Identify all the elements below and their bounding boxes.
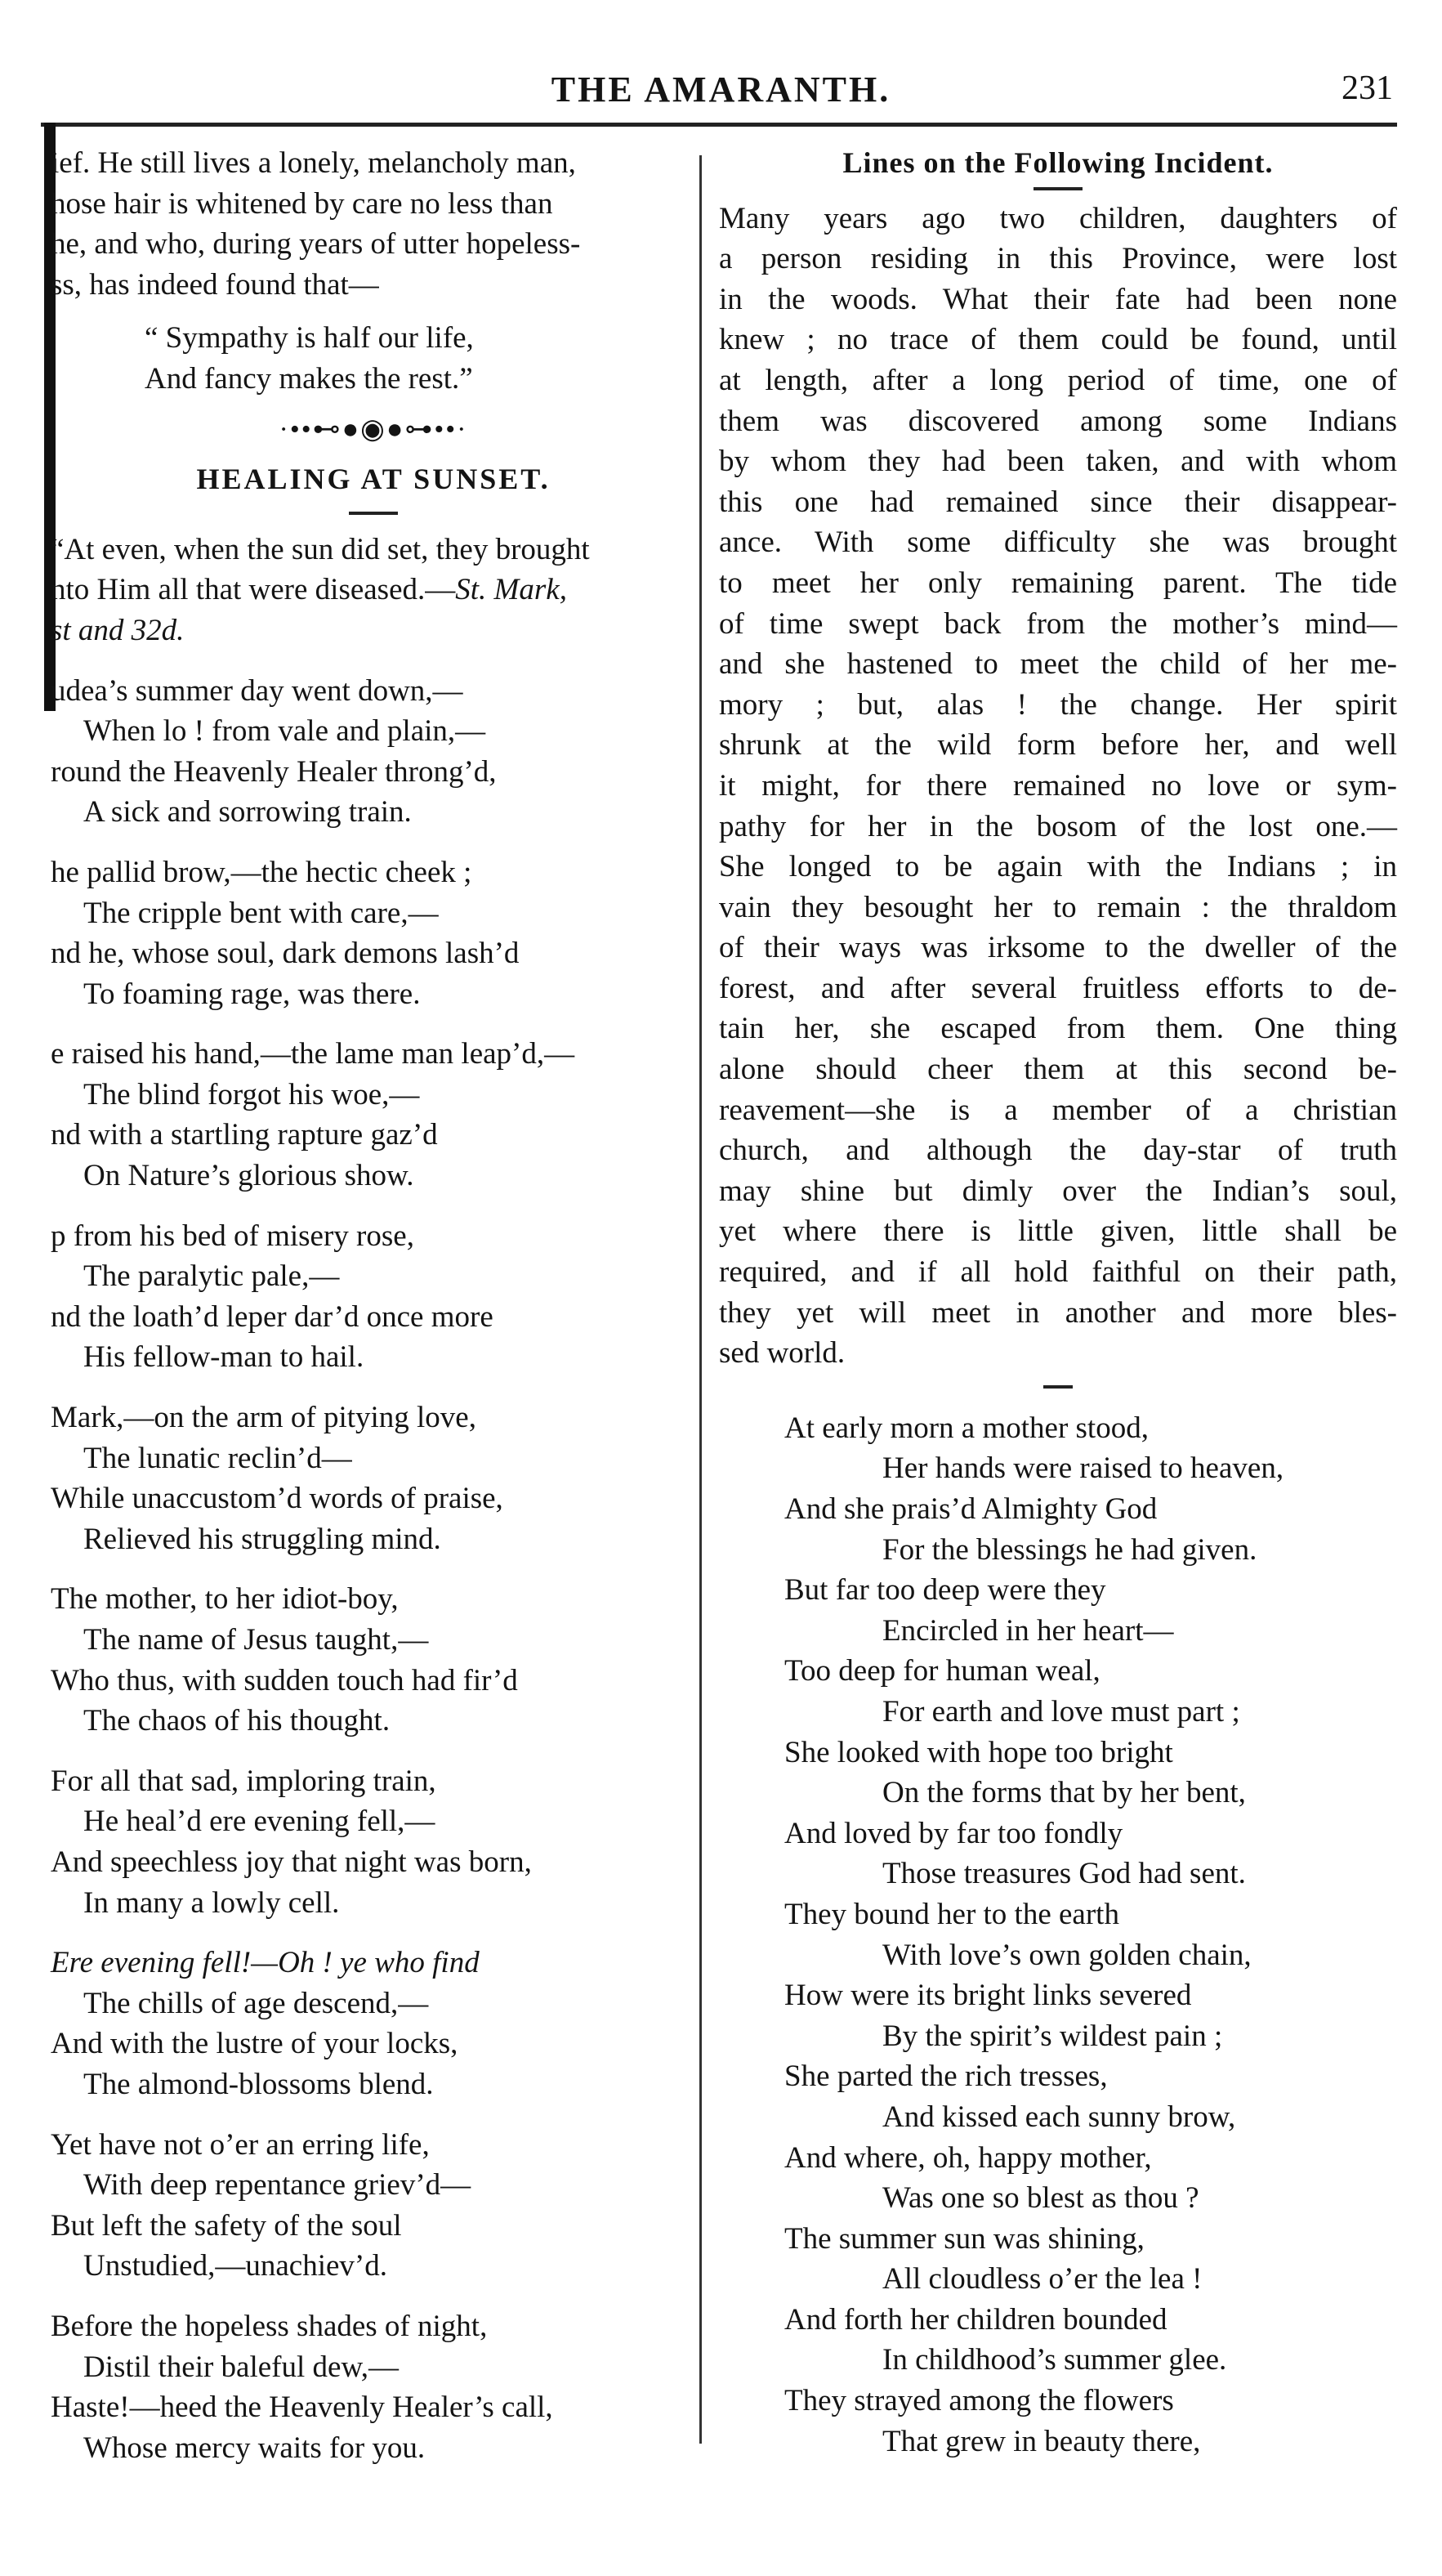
- epigraph-reference: St. Mark,: [455, 573, 567, 607]
- verse-line: Before the hopeless shades of night,: [51, 2309, 488, 2343]
- prose-line: this one had remained since their disappear-: [719, 485, 1397, 519]
- intro-line: ss, has indeed found that—: [51, 267, 379, 302]
- prose-line: them was discovered among some Indians: [719, 404, 1397, 438]
- verse-line: With deep repentance griev’d—: [83, 2168, 471, 2203]
- verse-line: Who thus, with sudden touch had fir’d: [51, 1663, 518, 1697]
- verse-line: But far too deep were they: [784, 1573, 1106, 1608]
- intro-line: hose hair is whitened by care no less than: [51, 186, 553, 221]
- epigraph-reference-end: st and 32d.: [51, 613, 185, 647]
- prose-line: pathy for her in the bosom of the lost one.—: [719, 809, 1397, 843]
- prose-line: by whom they had been taken, and with whom: [719, 445, 1397, 479]
- stanza: [51, 1216, 696, 1378]
- verse-line: The chills of age descend,—: [83, 1986, 429, 2020]
- verse-line: Yet have not o’er an erring life,: [51, 2127, 430, 2162]
- prose-line: mory ; but, alas ! the change. Her spirit: [719, 687, 1397, 722]
- verse-line: All cloudless o’er the lea !: [882, 2262, 1203, 2296]
- prose-line: a person residing in this Province, were lost: [719, 242, 1397, 276]
- verse-line: For earth and love must part ;: [882, 1694, 1240, 1729]
- verse-line: How were its bright links severed: [784, 1979, 1192, 2013]
- short-rule: [349, 512, 398, 515]
- epigraph-text: nto Him all that were diseased.—: [51, 573, 456, 607]
- prose-line: tain her, she escaped from them. One thing: [719, 1012, 1397, 1046]
- verse-line: Her hands were raised to heaven,: [882, 1451, 1284, 1486]
- verse-line: Mark,—on the arm of pitying love,: [51, 1401, 476, 1435]
- verse-line: The mother, to her idiot-boy,: [51, 1582, 399, 1617]
- verse-line: Encircled in her heart—: [882, 1613, 1174, 1648]
- prose-line: of their ways was irksome to the dweller of the: [719, 931, 1397, 965]
- verse-line: Relieved his struggling mind.: [83, 1522, 441, 1556]
- verse-line: The name of Jesus taught,—: [83, 1623, 429, 1657]
- verse-line: And loved by far too fondly: [784, 1816, 1123, 1850]
- prose-line: sed world.: [719, 1336, 846, 1371]
- prose-line: required, and if all hold faithful on their path,: [719, 1255, 1397, 1290]
- quote-line: And fancy makes the rest.”: [145, 361, 473, 396]
- page-number: 231: [1342, 69, 1393, 107]
- verse-line: While unaccustom’d words of praise,: [51, 1482, 503, 1516]
- prose-line: it might, for there remained no love or sym-: [719, 768, 1397, 803]
- verse-line: A sick and sorrowing train.: [83, 795, 412, 830]
- verse-line: And kissed each sunny brow,: [882, 2100, 1236, 2134]
- stanza: [51, 1034, 696, 1196]
- column-divider: [699, 155, 702, 2444]
- article-heading: Lines on the Following Incident.: [842, 146, 1274, 179]
- stanza: [51, 852, 696, 1014]
- verse-line: He heal’d ere evening fell,—: [83, 1805, 435, 1839]
- prose-line: knew ; no trace of them could be found, until: [719, 323, 1397, 357]
- prose-line: ance. With some difficulty she was brought: [719, 525, 1397, 560]
- verse-line: They strayed among the flowers: [784, 2384, 1174, 2418]
- prose-line: shrunk at the wild form before her, and well: [719, 728, 1397, 763]
- verse-line: nd he, whose soul, dark demons lash’d: [51, 937, 520, 971]
- verse-line: On the forms that by her bent,: [882, 1776, 1246, 1810]
- stanza: [51, 671, 696, 833]
- prose-line: She longed to be again with the Indians ; in: [719, 850, 1397, 884]
- verse-line: With love’s own golden chain,: [882, 1938, 1252, 1972]
- left-column: [51, 143, 696, 2468]
- prose-line: reavement—she is a member of a christian: [719, 1093, 1397, 1127]
- verse-line: In childhood’s summer glee.: [882, 2343, 1227, 2377]
- verse-line: And she prais’d Almighty God: [784, 1492, 1158, 1526]
- stanza: [51, 2125, 696, 2287]
- ornament-divider: ·••⊷●◉●⊶••·: [279, 414, 468, 445]
- verse-line: She looked with hope too bright: [784, 1735, 1173, 1769]
- right-column: [719, 143, 1397, 2462]
- prose-line: they yet will meet in another and more bles-: [719, 1295, 1397, 1330]
- prose-line: at length, after a long period of time, one of: [719, 363, 1397, 397]
- stanza: [51, 1579, 696, 1741]
- verse-line: And with the lustre of your locks,: [51, 2027, 458, 2061]
- prose-line: forest, and after several fruitless efforts to de-: [719, 971, 1397, 1005]
- verse-line: The chaos of his thought.: [83, 1704, 391, 1738]
- prose-line: yet where there is little given, little shall be: [719, 1214, 1397, 1249]
- stanza: [51, 1943, 696, 2104]
- verse-line: And forth her children bounded: [784, 2302, 1167, 2337]
- stanza: [51, 1398, 696, 1559]
- verse-line: On Nature’s glorious show.: [83, 1159, 414, 1193]
- verse-line: The lunatic reclin’d—: [83, 1441, 352, 1475]
- verse-line: The summer sun was shining,: [784, 2221, 1145, 2256]
- verse-line: To foaming rage, was there.: [83, 977, 421, 1011]
- stanza: [51, 1761, 696, 1923]
- prose-line: in the woods. What their fate had been none: [719, 282, 1397, 316]
- verse-line: The almond-blossoms blend.: [83, 2067, 434, 2101]
- verse-line: round the Heavenly Healer throng’d,: [51, 754, 497, 789]
- verse-line: But left the safety of the soul: [51, 2208, 402, 2243]
- verse-line: And speechless joy that night was born,: [51, 1845, 532, 1879]
- page-header: [0, 69, 1442, 118]
- verse-line: And where, oh, happy mother,: [784, 2140, 1152, 2175]
- verse-line: Distil their baleful dew,—: [83, 2350, 400, 2384]
- verse-line: Haste!—heed the Heavenly Healer’s call,: [51, 2390, 553, 2425]
- verse-line: Whose mercy waits for you.: [83, 2431, 426, 2465]
- verse-line: udea’s summer day went down,—: [51, 673, 463, 708]
- verse-line: They bound her to the earth: [784, 1897, 1119, 1931]
- prose-line: may shine but dimly over the Indian’s soul,: [719, 1174, 1397, 1208]
- prose-line: to meet her only remaining parent. The tide: [719, 566, 1397, 600]
- prose-line: of time swept back from the mother’s mind—: [719, 606, 1397, 641]
- prose-line: and she hastened to meet the child of her me-: [719, 647, 1397, 682]
- poem-heading: HEALING AT SUNSET.: [196, 463, 551, 496]
- incident-prose: [719, 199, 1397, 1374]
- verse-line: That grew in beauty there,: [882, 2424, 1201, 2458]
- prose-line: vain they besought her to remain : the thraldom: [719, 890, 1397, 924]
- verse-line: Ere evening fell!—Oh ! ye who find: [51, 1946, 480, 1980]
- verse-line: nd the loath’d leper dar’d once more: [51, 1299, 493, 1334]
- intro-line: ief. He still lives a lonely, melancholy man,: [51, 146, 576, 180]
- verse-line: he pallid brow,—the hectic cheek ;: [51, 855, 472, 889]
- verse-line: nd with a startling rapture gaz’d: [51, 1118, 438, 1152]
- verse-line: She parted the rich tresses,: [784, 2059, 1108, 2094]
- prose-line: Many years ago two children, daughters of: [719, 201, 1397, 235]
- epigraph-line: “At even, when the sun did set, they brought: [51, 532, 590, 566]
- verse-line: The blind forgot his woe,—: [83, 1077, 420, 1111]
- short-rule: [1034, 187, 1083, 190]
- running-title: THE AMARANTH.: [551, 69, 891, 110]
- verse-line: Was one so blest as thou ?: [882, 2181, 1199, 2216]
- verse-line: p from his bed of misery rose,: [51, 1219, 414, 1253]
- verse-line: The paralytic pale,—: [83, 1259, 340, 1294]
- verse-line: Unstudied,—unachiev’d.: [83, 2249, 387, 2283]
- header-rule: [41, 123, 1397, 127]
- epigraph-line: [51, 610, 696, 651]
- verse-line: For the blessings he had given.: [882, 1532, 1257, 1567]
- verse-line: The cripple bent with care,—: [83, 896, 439, 930]
- verse-line: At early morn a mother stood,: [784, 1411, 1149, 1445]
- stanza: [51, 2306, 696, 2468]
- verse-line: By the spirit’s wildest pain ;: [882, 2019, 1223, 2053]
- verse-line: In many a lowly cell.: [83, 1885, 340, 1920]
- prose-line: alone should cheer them at this second be-: [719, 1053, 1397, 1087]
- quote-line: “ Sympathy is half our life,: [145, 321, 474, 356]
- short-rule: [1043, 1385, 1073, 1389]
- intro-line: he, and who, during years of utter hopeless-: [51, 227, 581, 262]
- prose-line: church, and although the day-star of truth: [719, 1134, 1397, 1168]
- verse-line: His fellow-man to hail.: [83, 1340, 364, 1375]
- verse-line: Too deep for human weal,: [784, 1654, 1100, 1688]
- verse-line: e raised his hand,—the lame man leap’d,—: [51, 1037, 575, 1071]
- mother-poem: [719, 1408, 1397, 2462]
- verse-line: For all that sad, imploring train,: [51, 1764, 436, 1798]
- verse-line: When lo ! from vale and plain,—: [83, 714, 486, 749]
- verse-line: Those treasures God had sent.: [882, 1857, 1246, 1891]
- epigraph-line: [51, 570, 696, 610]
